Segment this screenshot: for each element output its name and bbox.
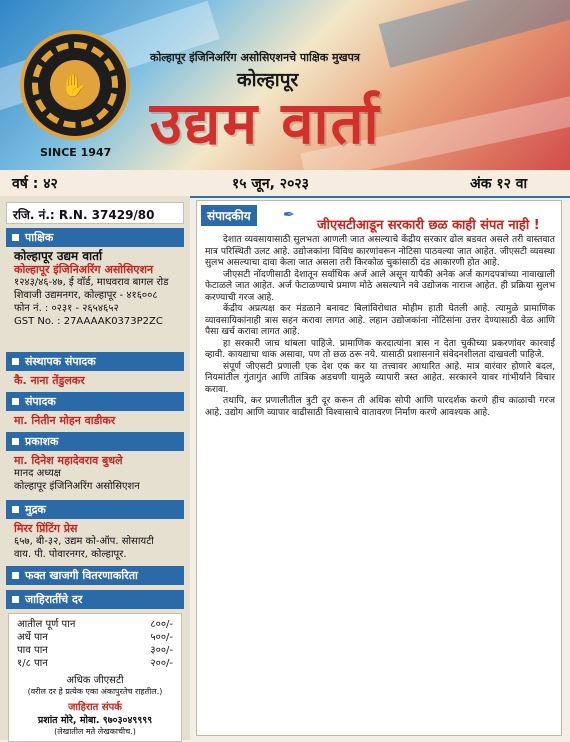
issue-date: १५ जून, २०२३ [232, 176, 309, 192]
table-row [13, 618, 177, 631]
printer-address: वाय. पी. पोवारनगर, कोल्हापूर. [14, 549, 127, 560]
founder-name: कै. नाना तेंडुलकर [14, 374, 85, 387]
association-name: कोल्हापूर इंजिनिअरिंग असोसिएशन [14, 263, 154, 276]
rates-note: (वरील दर हे प्रत्येक एका अंकापुरतेच राहतील.) [27, 687, 163, 696]
rate-name: १/८ पान [17, 658, 48, 669]
decor-streak [379, 0, 570, 68]
tagline: कोल्हापूर इंजिनिअरिंग असोसिएशनचे पाक्षिक मुखपत्र [150, 51, 360, 64]
section-printer [6, 500, 184, 564]
editorial-headline: जीएसटीआडून सरकारी छळ काही संपत नाही ! [317, 218, 540, 233]
contact-label: जाहिरात संपर्क [68, 702, 122, 713]
paragraph: जीएसटी नोंदणीसाठी देशातून सर्वाधिक अर्ज आले असून यापैकी अनेक अर्ज कागदपत्रांच्या नावाखाली फेटाळले जात आहेत. अर्ज फेटाळण्याचे प्रमाण मोठे असल्याने नवे उद्योजक नाराज आहेत. ही प्रक्रिया सुलभ करण्याची गरज आहे. [205, 269, 555, 303]
paragraph: केंद्रीय अप्रत्यक्ष कर मंडळाने बनावट बिलांविरोधात मोहीम हाती घेतली आहे. त्यामुळे प्रामाणिक व्यावसायिकांनाही त्रास सहन करावा लागत आहे. लहान उद्योजकांना नोटिसांना उत्तर देण्यासाठी वेळ आणि पैसा खर्च करावा लागत आहे. [205, 304, 555, 337]
since-label: SINCE 1947 [40, 146, 112, 159]
section-pakshik [6, 228, 184, 331]
section-ad-rates [6, 590, 184, 742]
city-title: कोल्हापूर [237, 69, 299, 91]
bullet-icon [12, 506, 19, 513]
bullet-icon [12, 234, 19, 241]
ad-rates-box [8, 613, 182, 742]
rate-value: ३००/- [150, 645, 173, 656]
contact-info: प्रशांत मोरे, मोबा. ९७०३०४९९९९ [37, 715, 153, 726]
section-label: संस्थापक संपादक [25, 355, 96, 368]
pakshik-title: कोल्हापूर उद्यम वार्ता [14, 249, 103, 263]
section-label: पाक्षिक [25, 231, 54, 244]
editor-name: मा. नितीन मोहन वाडीकर [14, 414, 116, 427]
printer-name: मिरर प्रिंटिंग प्रेस [14, 522, 78, 535]
ad-rates-table [13, 618, 177, 670]
publisher-role: मानद अध्यक्ष [14, 468, 61, 479]
section-label: मुद्रक [25, 503, 46, 516]
handshake-icon: ✋ [60, 74, 88, 99]
rate-name: आतील पूर्ण पान [17, 619, 76, 630]
printer-address: ६५७, बी-३२, उद्यम को-ऑप. सोसायटी [14, 536, 154, 547]
paragraph: संपूर्ण जीएसटी प्रणाली एक देश एक कर या तत्त्वावर आधारित आहे. मात्र वारंवार होणारे बदल, नियमांतील गुंतागुंत आणि तांत्रिक अडचणी यामुळे व्यापारी त्रस्त आहेत. सरकारने यावर गांभीर्याने विचार करावा. [205, 361, 555, 395]
paragraph: देशात व्यवसायासाठी सुलभता आणली जात असल्याचे केंद्रीय सरकार ढोल बडवत असले तरी वास्तवात मात्र परिस्थिती उलट आहे. उद्योजकांना विविध कारणांवरून नोटिसा पाठवल्या जात आहेत. जीएसटी व्यवस्था सुलभ असल्याचा दावा केला जात असला तरी किरकोळ चुकांसाठी दंड आकारणी होत आहे. [205, 235, 555, 268]
section-label: फक्त खाजगी वितरणाकरिता [25, 569, 138, 582]
phone: फोन नं. : ०२३१ - २६५४६५२ [14, 303, 119, 314]
issue-year: वर्ष : ४२ [12, 176, 58, 192]
notice: (लेखातील मते लेखकाचीच.) [54, 727, 136, 736]
rate-value: ५००/- [150, 632, 173, 643]
publisher-name: मा. दिनेश महादेवराव बुधले [14, 454, 123, 467]
bullet-icon [12, 398, 19, 405]
masthead-title: उद्यम वार्ता [150, 89, 381, 157]
section-private [6, 566, 184, 585]
section-editor [6, 392, 184, 430]
table-row [13, 631, 177, 644]
issue-bar [0, 170, 570, 198]
rate-name: पाव पान [17, 645, 48, 656]
bullet-icon [12, 358, 19, 365]
publisher-org: कोल्हापूर इंजिनिअरिंग असोसिएशन [14, 481, 140, 492]
gst-extra: अधिक जीएसटी [66, 675, 124, 686]
registration-box [6, 202, 184, 224]
section-label: संपादक [25, 395, 56, 408]
table-row [13, 644, 177, 657]
rate-value: ८००/- [150, 619, 173, 630]
bullet-icon [12, 572, 19, 579]
section-label: प्रकाशक [25, 435, 59, 448]
editorial-tag: संपादकीय [201, 205, 257, 226]
section-label: जाहिरातींचे दर [25, 593, 83, 606]
header [0, 0, 570, 170]
editorial-panel [196, 200, 562, 736]
editorial-body [205, 235, 555, 419]
table-row [13, 657, 177, 670]
association-logo-icon [20, 30, 130, 140]
issue-number: अंक १२ वा [470, 176, 528, 192]
paragraph: हा सरकारी जाच थांबला पाहिजे. प्रामाणिक करदात्यांना त्रास न देता चुकीच्या प्रकरणांवर कारवाई व्हावी. कायद्याचा धाक असावा, पण तो छळ ठरू नये. यासाठी प्रशासनाने संवेदनशीलता दाखवली पाहिजे. [205, 338, 555, 360]
paragraph: तथापि, कर प्रणालीतील त्रुटी दूर करून ती अधिक सोपी आणि पारदर्शक करणे हीच काळाची गरज आहे. उद्योग आणि व्यापार वाढीसाठी विश्वासाचे वातावरण निर्माण करणे आवश्यक आहे. [205, 396, 555, 418]
reg-value: R.N. 37429/80 [58, 208, 155, 222]
reg-label: रजि. नं.: [13, 208, 55, 222]
bullet-icon [12, 596, 19, 603]
gst-number: GST No. : 27AAAAK0373P2ZC [14, 316, 163, 327]
bullet-icon [12, 438, 19, 445]
section-publisher [6, 432, 184, 496]
pen-icon: ✒ [283, 207, 295, 223]
rate-name: अर्धे पान [17, 632, 48, 643]
section-founder [6, 352, 184, 390]
rate-value: २००/- [150, 658, 173, 669]
address-line: १२४३/४६-४७, ई वॉर्ड, माधवराव बागल रोड [14, 277, 169, 288]
address-line: शिवाजी उद्यमनगर, कोल्हापूर - ४१६००८ [14, 290, 158, 301]
